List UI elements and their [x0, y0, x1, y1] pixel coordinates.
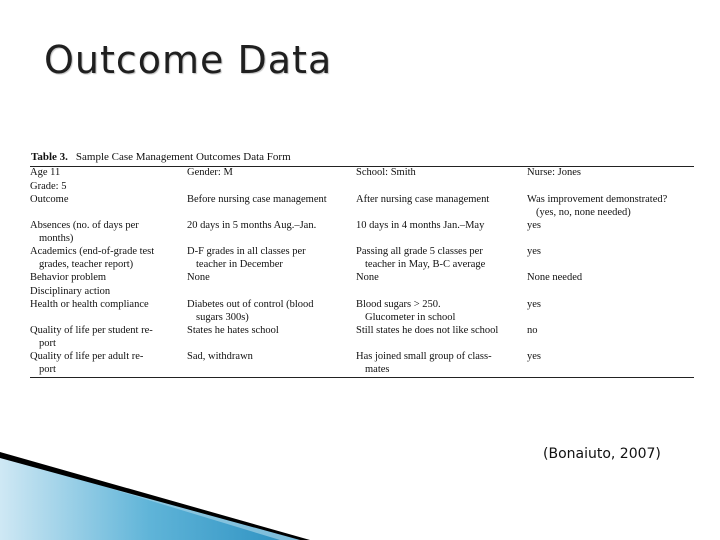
table-cell-c4 [527, 286, 694, 300]
table-cell-c4 [527, 272, 694, 286]
citation: (Bonaiuto, 2007) [543, 446, 661, 462]
table-row [30, 351, 694, 377]
cell-text: Nurse: Jones [527, 167, 581, 178]
cell-text: Gender: M [187, 167, 233, 178]
cell-text: no [527, 325, 538, 336]
table-cell-c1 [30, 325, 187, 351]
table-cell-c4 [527, 220, 694, 246]
cell-text: yes [527, 351, 541, 362]
cell-text-continuation: teacher in December [196, 258, 283, 270]
cell-text-continuation: grades, teacher report) [39, 258, 134, 270]
table-cell-c1 [30, 181, 187, 195]
cell-text: Passing all grade 5 classes per [356, 246, 483, 257]
cell-text: Disciplinary action [30, 285, 111, 297]
cell-text: Was improvement demonstrated? [527, 194, 668, 205]
table-cell-c4 [527, 325, 694, 351]
table-cell-c1 [30, 351, 187, 377]
cell-text: Absences (no. of days per [30, 220, 139, 231]
cell-text: None [187, 272, 210, 283]
cell-text: Quality of life per adult re- [30, 351, 144, 362]
table-cell-c4 [527, 167, 694, 181]
outcomes-table [30, 167, 694, 377]
table-cell-c1 [30, 246, 187, 272]
table-caption-label: Table 3. [31, 151, 68, 163]
cell-text: yes [527, 299, 541, 310]
cell-text: Diabetes out of control (blood [187, 299, 314, 310]
cell-text-continuation: mates [365, 363, 390, 375]
table-cell-c1 [30, 286, 187, 300]
cell-text: Blood sugars > 250. [356, 299, 441, 310]
cell-text: Age 11 [30, 167, 61, 178]
cell-text-continuation: (yes, no, none needed) [536, 206, 631, 218]
cell-text: Health or health compliance [30, 299, 149, 310]
cell-text: School: Smith [356, 167, 416, 178]
table-row [30, 325, 694, 351]
outcomes-table-figure [30, 151, 694, 378]
table-cell-c2 [187, 246, 356, 272]
table-row [30, 246, 694, 272]
cell-text: 20 days in 5 months Aug.–Jan. [187, 220, 317, 231]
table-cell-c2 [187, 272, 356, 286]
table-cell-c2 [187, 325, 356, 351]
table-cell-c1 [30, 299, 187, 325]
cell-text: None [356, 272, 379, 283]
slide-title: Outcome Data [44, 38, 333, 82]
table-row [30, 299, 694, 325]
cell-text-continuation: port [39, 363, 56, 375]
table-cell-c2 [187, 220, 356, 246]
cell-text: Still states he does not like school [356, 325, 499, 336]
cell-text: yes [527, 246, 541, 257]
table-cell-c1 [30, 220, 187, 246]
table-cell-c2 [187, 181, 356, 195]
cell-text-continuation: teacher in May, B-C average [365, 258, 486, 270]
cell-text: yes [527, 220, 541, 231]
table-cell-c2 [187, 286, 356, 300]
cell-text: Before nursing case management [187, 194, 327, 205]
cell-text: Grade: 5 [30, 180, 67, 192]
table-cell-c4 [527, 299, 694, 325]
cell-text: Academics (end-of-grade test [30, 246, 155, 257]
table-cell-c3 [356, 299, 527, 325]
cell-text: Has joined small group of class- [356, 351, 492, 362]
table-cell-c2 [187, 351, 356, 377]
cell-text: D-F grades in all classes per [187, 246, 306, 257]
table-row [30, 181, 694, 195]
table-cell-c3 [356, 181, 527, 195]
table-cell-c1 [30, 272, 187, 286]
table-bottom-rule [30, 377, 694, 378]
table-cell-c1 [30, 194, 187, 220]
table-cell-c3 [356, 351, 527, 377]
cell-text-continuation: Glucometer in school [365, 311, 456, 323]
cell-text: States he hates school [187, 325, 279, 336]
table-cell-c4 [527, 246, 694, 272]
table-cell-c3 [356, 272, 527, 286]
cell-text: None needed [527, 272, 583, 283]
table-caption [30, 151, 694, 164]
table-cell-c3 [356, 286, 527, 300]
cell-text: 10 days in 4 months Jan.–May [356, 220, 485, 231]
table-cell-c4 [527, 351, 694, 377]
table-cell-c1 [30, 167, 187, 181]
table-cell-c3 [356, 325, 527, 351]
table-row [30, 194, 694, 220]
table-cell-c2 [187, 299, 356, 325]
table-cell-c3 [356, 167, 527, 181]
table-row [30, 167, 694, 181]
table-cell-c3 [356, 246, 527, 272]
table-cell-c3 [356, 194, 527, 220]
table-row [30, 286, 694, 300]
table-row [30, 272, 694, 286]
cell-text: Sad, withdrawn [187, 351, 253, 362]
cell-text: Quality of life per student re- [30, 325, 153, 336]
cell-text-continuation: port [39, 337, 56, 349]
cell-text-continuation: months) [39, 232, 74, 244]
table-cell-c2 [187, 194, 356, 220]
table-cell-c3 [356, 220, 527, 246]
cell-text-continuation: sugars 300s) [196, 311, 249, 323]
table-cell-c4 [527, 194, 694, 220]
table-row [30, 220, 694, 246]
table-caption-text: Sample Case Management Outcomes Data Form [75, 151, 291, 163]
table-cell-c4 [527, 181, 694, 195]
cell-text: Behavior problem [30, 272, 107, 283]
cell-text: After nursing case management [356, 194, 490, 205]
cell-text: Outcome [30, 194, 69, 205]
table-cell-c2 [187, 167, 356, 181]
